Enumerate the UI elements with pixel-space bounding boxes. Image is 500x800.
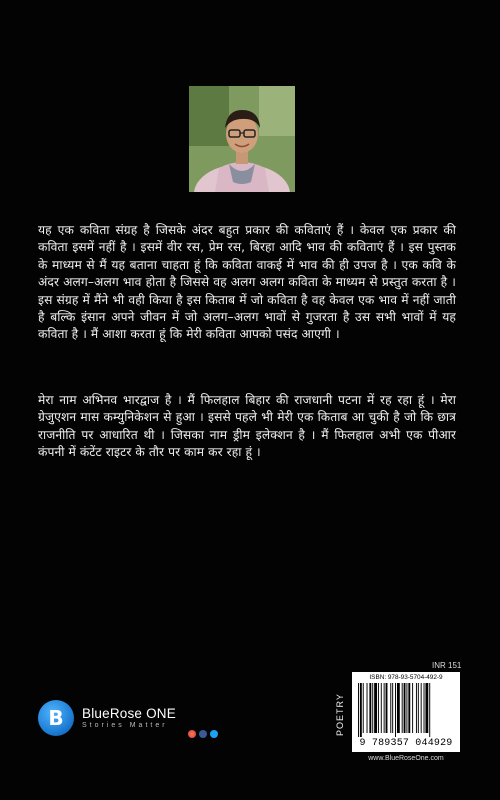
barcode-bar bbox=[412, 683, 413, 733]
twitter-icon bbox=[210, 730, 218, 738]
barcode-digits: 9 789357 044929 bbox=[359, 738, 453, 749]
author-portrait-image bbox=[189, 86, 295, 192]
barcode-bar bbox=[390, 683, 391, 733]
barcode-bars bbox=[358, 683, 454, 737]
publisher-logo bbox=[38, 700, 238, 740]
barcode-bar bbox=[395, 683, 396, 737]
barcode-bar bbox=[397, 683, 400, 733]
social-icons bbox=[188, 730, 218, 738]
genre-label bbox=[335, 690, 347, 750]
barcode-bar bbox=[369, 683, 371, 733]
barcode-bar bbox=[381, 683, 382, 733]
author-photo bbox=[189, 86, 295, 192]
isbn-number: ISBN: 978-93-5704-492-9 bbox=[369, 674, 443, 681]
barcode-bar bbox=[416, 683, 417, 733]
publisher-website: www.BlueRoseOne.com bbox=[368, 755, 444, 762]
isbn-barcode bbox=[352, 672, 460, 752]
barcode-bar bbox=[363, 683, 364, 733]
publisher-tagline: Stories Matter bbox=[82, 722, 168, 729]
barcode-bar bbox=[360, 683, 362, 737]
barcode-bar bbox=[404, 683, 406, 733]
barcode-bar bbox=[374, 683, 377, 733]
barcode-bar bbox=[367, 683, 368, 733]
barcode-bar bbox=[402, 683, 403, 733]
barcode-bar bbox=[372, 683, 373, 733]
barcode-bar bbox=[386, 683, 388, 733]
barcode-bar bbox=[418, 683, 419, 733]
author-bio-paragraph: मेरा नाम अभिनव भारद्वाज है । मैं फिलहाल बिहार की राजधानी पटना में रह रहा हूं । मेरा ग्रेजुएशन मास कम्युनिकेशन से हुआ । इससे पहले भी मेरी एक किताब आ चुकी है जो कि छात्र राजनीति पर आधारित थी । जिसका नाम ड्रीम इलेक्शन है । मैं फिलहाल अभी एक पीआर कंपनी में कंटेंट राइटर के तौर पर काम कर रहा हूं । bbox=[38, 393, 456, 460]
barcode-bar bbox=[408, 683, 410, 733]
genre-text: POETRY bbox=[335, 693, 345, 736]
barcode-bar bbox=[421, 683, 422, 733]
instagram-icon bbox=[188, 730, 196, 738]
barcode-bar bbox=[429, 683, 430, 737]
facebook-icon bbox=[199, 730, 207, 738]
book-price: INR 151 bbox=[432, 661, 462, 670]
book-description-paragraph: यह एक कविता संग्रह है जिसके अंदर बहुत प्रकार की कविताएं हैं । केवल एक प्रकार की कविता इसमें नहीं है । इसमें वीर रस, प्रेम रस, बिरहा आदि भाव की कविताएं हैं । इस पुस्तक के माध्यम से मैं यह बताना चाहता हूं कि कविता वाकई में भाव की ही उपज है । एक कवि के अंदर अलग–अलग भाव होता है जिससे वह अलग अलग कविता के माध्यम से प्रस्तुत करता है । इस संग्रह में मैंने भी वही किया है इस किताब में जो कविता है वह केवल एक भाव में नहीं जाती है बल्कि इंसान अपने जीवन में जो अलग–अलग भावों से गुजरता है उस सभी भावों में यह कविता है । मैं आशा करता हूं कि मेरी कविता आपको पसंद आएगी । bbox=[38, 223, 456, 342]
barcode-bar bbox=[384, 683, 385, 733]
publisher-logo-icon: B bbox=[38, 700, 74, 736]
barcode-bar bbox=[406, 683, 407, 733]
barcode-bar bbox=[358, 683, 359, 737]
barcode-bar bbox=[378, 683, 379, 733]
barcode-bar bbox=[392, 683, 393, 733]
barcode-bar bbox=[425, 683, 428, 733]
publisher-name: BlueRose ONE bbox=[82, 706, 176, 721]
barcode-bar bbox=[424, 683, 425, 733]
